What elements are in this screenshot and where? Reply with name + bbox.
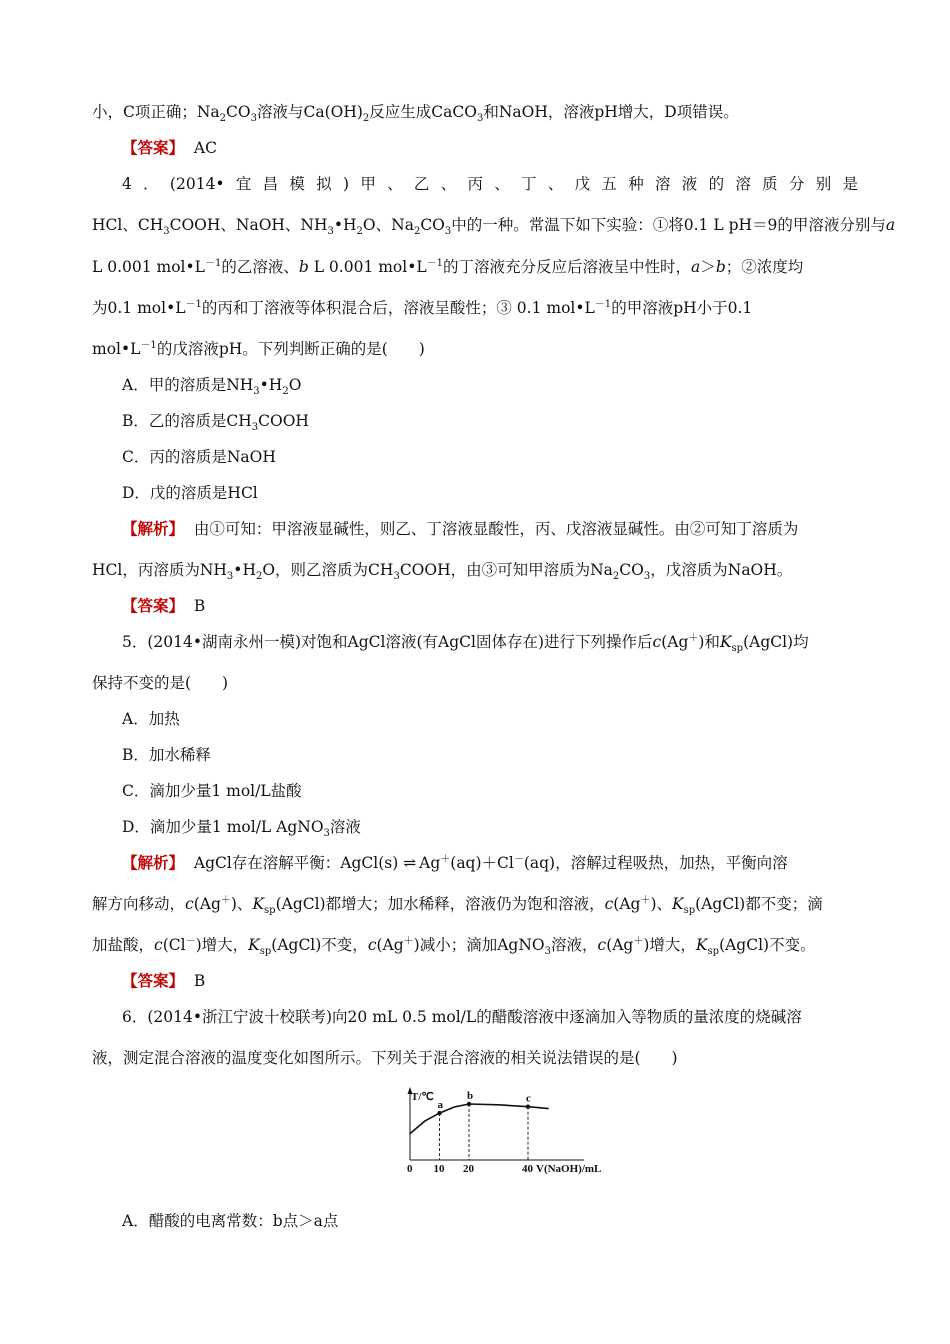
point-label-b: b: [467, 1090, 474, 1102]
option-a: A．醋酸的电离常数：b点＞a点: [122, 1212, 339, 1230]
x-tick-label: 10: [433, 1163, 445, 1175]
option-a: A．甲的溶质是$NH_3•H_2O$: [122, 376, 302, 398]
point-label-a: a: [437, 1099, 443, 1112]
explanation-4-line-2: HCl，丙溶质为$NH_3•H_2O$，则乙溶质为$CH_3COOH$，由③可知甲溶质为$Na_2CO_3$，戊溶质为NaOH。: [92, 561, 793, 583]
y-axis-label: T/℃: [411, 1091, 434, 1103]
question-6-line-2: 液，测定混合溶液的温度变化如图所示。下列关于混合溶液的相关说法错误的是( ): [92, 1049, 678, 1067]
explanation-tag: 【解析】: [122, 853, 185, 872]
point-a: [437, 1111, 441, 1115]
explanation-5-line-1: 【解析】 AgCl存在溶解平衡：AgCl(s) ⇌ Ag＋(aq)＋Cl－(aq)，溶解过程吸热，加热，平衡向溶: [122, 853, 788, 872]
question-4-line-1: 4．(2014•宜昌模拟)甲、乙、丙、丁、戊五种溶液的溶质分别是: [122, 175, 858, 193]
x-axis-label: V(NaOH)/mL: [536, 1163, 602, 1175]
point-label-c: c: [526, 1092, 531, 1105]
x-tick-label: 40: [522, 1163, 533, 1175]
point-c: [526, 1104, 530, 1108]
answer-value: B: [193, 597, 206, 615]
x-tick-label: 20: [463, 1163, 474, 1175]
answer-line: [122, 970, 892, 992]
question-4-line-4: 为0.1 $mol•L^{-1}$的丙和丁溶液等体积混合后，溶液呈酸性；③ 0.1 $mol•L^{-1}$的甲溶液pH小于0.1: [92, 298, 753, 317]
question-5-line-2: 保持不变的是( ): [92, 674, 229, 692]
answer-line: [122, 595, 892, 617]
answer-tag: 【答案】: [122, 138, 185, 157]
option-d: D．滴加少量1 mol/L AgNO$_3$溶液: [122, 818, 361, 840]
text-line: 小，C项正确；$Na_2CO_3$溶液与$Ca(OH)_2$反应生成CaCO$_3$和NaOH，溶液pH增大，D项错误。: [92, 103, 739, 125]
question-4-line-2: HCl、$CH_3COOH$、NaOH、$NH_3•H_2O$、$Na_2CO_3$中的一种。常温下如下实验：①将0.1 L pH＝9的甲溶液分别与a: [92, 216, 896, 238]
x-tick-label: 0: [407, 1163, 413, 1175]
answer-line: [122, 137, 892, 159]
explanation-5-line-2: 解方向移动，c(Ag＋)、$K_{sp}(AgCl)$都增大；加水稀释，溶液仍为饱和溶液，c(Ag＋)、$K_{sp}(AgCl)$都不变；滴: [92, 894, 823, 917]
option-b: B．乙的溶质是$CH_3COOH$: [122, 412, 309, 434]
answer-tag: 【答案】: [122, 596, 185, 615]
explanation-4-line-1: 【解析】 由①可知：甲溶液显碱性，则乙、丁溶液显酸性，丙、戊溶液显碱性。由②可知丁溶质为: [122, 519, 799, 538]
option-c: C．滴加少量1 mol/L盐酸: [122, 782, 302, 800]
explanation-5-line-3: 加盐酸，c(Cl－)增大，$K_{sp}(AgCl)$不变，c(Ag＋)减小；滴加AgNO$_3$溶液，c(Ag＋)增大，$K_{sp}(AgCl)$不变。: [92, 935, 816, 958]
question-4-line-5: $mol•L^{-1}$的戊溶液pH。下列判断正确的是( ): [92, 339, 425, 358]
question-6-line-1: 6．(2014•浙江宁波十校联考)向20 mL 0.5 mol/L的醋酸溶液中逐滴加入等物质的量浓度的烧碱溶: [122, 1008, 802, 1026]
option-d: D．戊的溶质是HCl: [122, 484, 258, 502]
point-b: [467, 1102, 471, 1106]
answer-value: AC: [193, 139, 217, 157]
answer-tag: 【答案】: [122, 971, 185, 990]
option-b: B．加水稀释: [122, 746, 211, 764]
question-4-line-3: L 0.001 $mol•L^{-1}$的乙溶液、b L 0.001 $mol•L^{-1}$的丁溶液充分反应后溶液呈中性时，a＞b；②浓度均: [92, 257, 804, 276]
question-5-line-1: 5．(2014•湖南永州一模)对饱和AgCl溶液(有AgCl固体存在)进行下列操作后c(Ag＋)和$K_{sp}(AgCl)$均: [122, 632, 809, 655]
option-c: C．丙的溶质是NaOH: [122, 448, 276, 466]
option-a: A．加热: [122, 710, 180, 728]
explanation-tag: 【解析】: [122, 519, 185, 538]
answer-value: B: [193, 972, 206, 990]
temperature-chart: [398, 1086, 602, 1178]
